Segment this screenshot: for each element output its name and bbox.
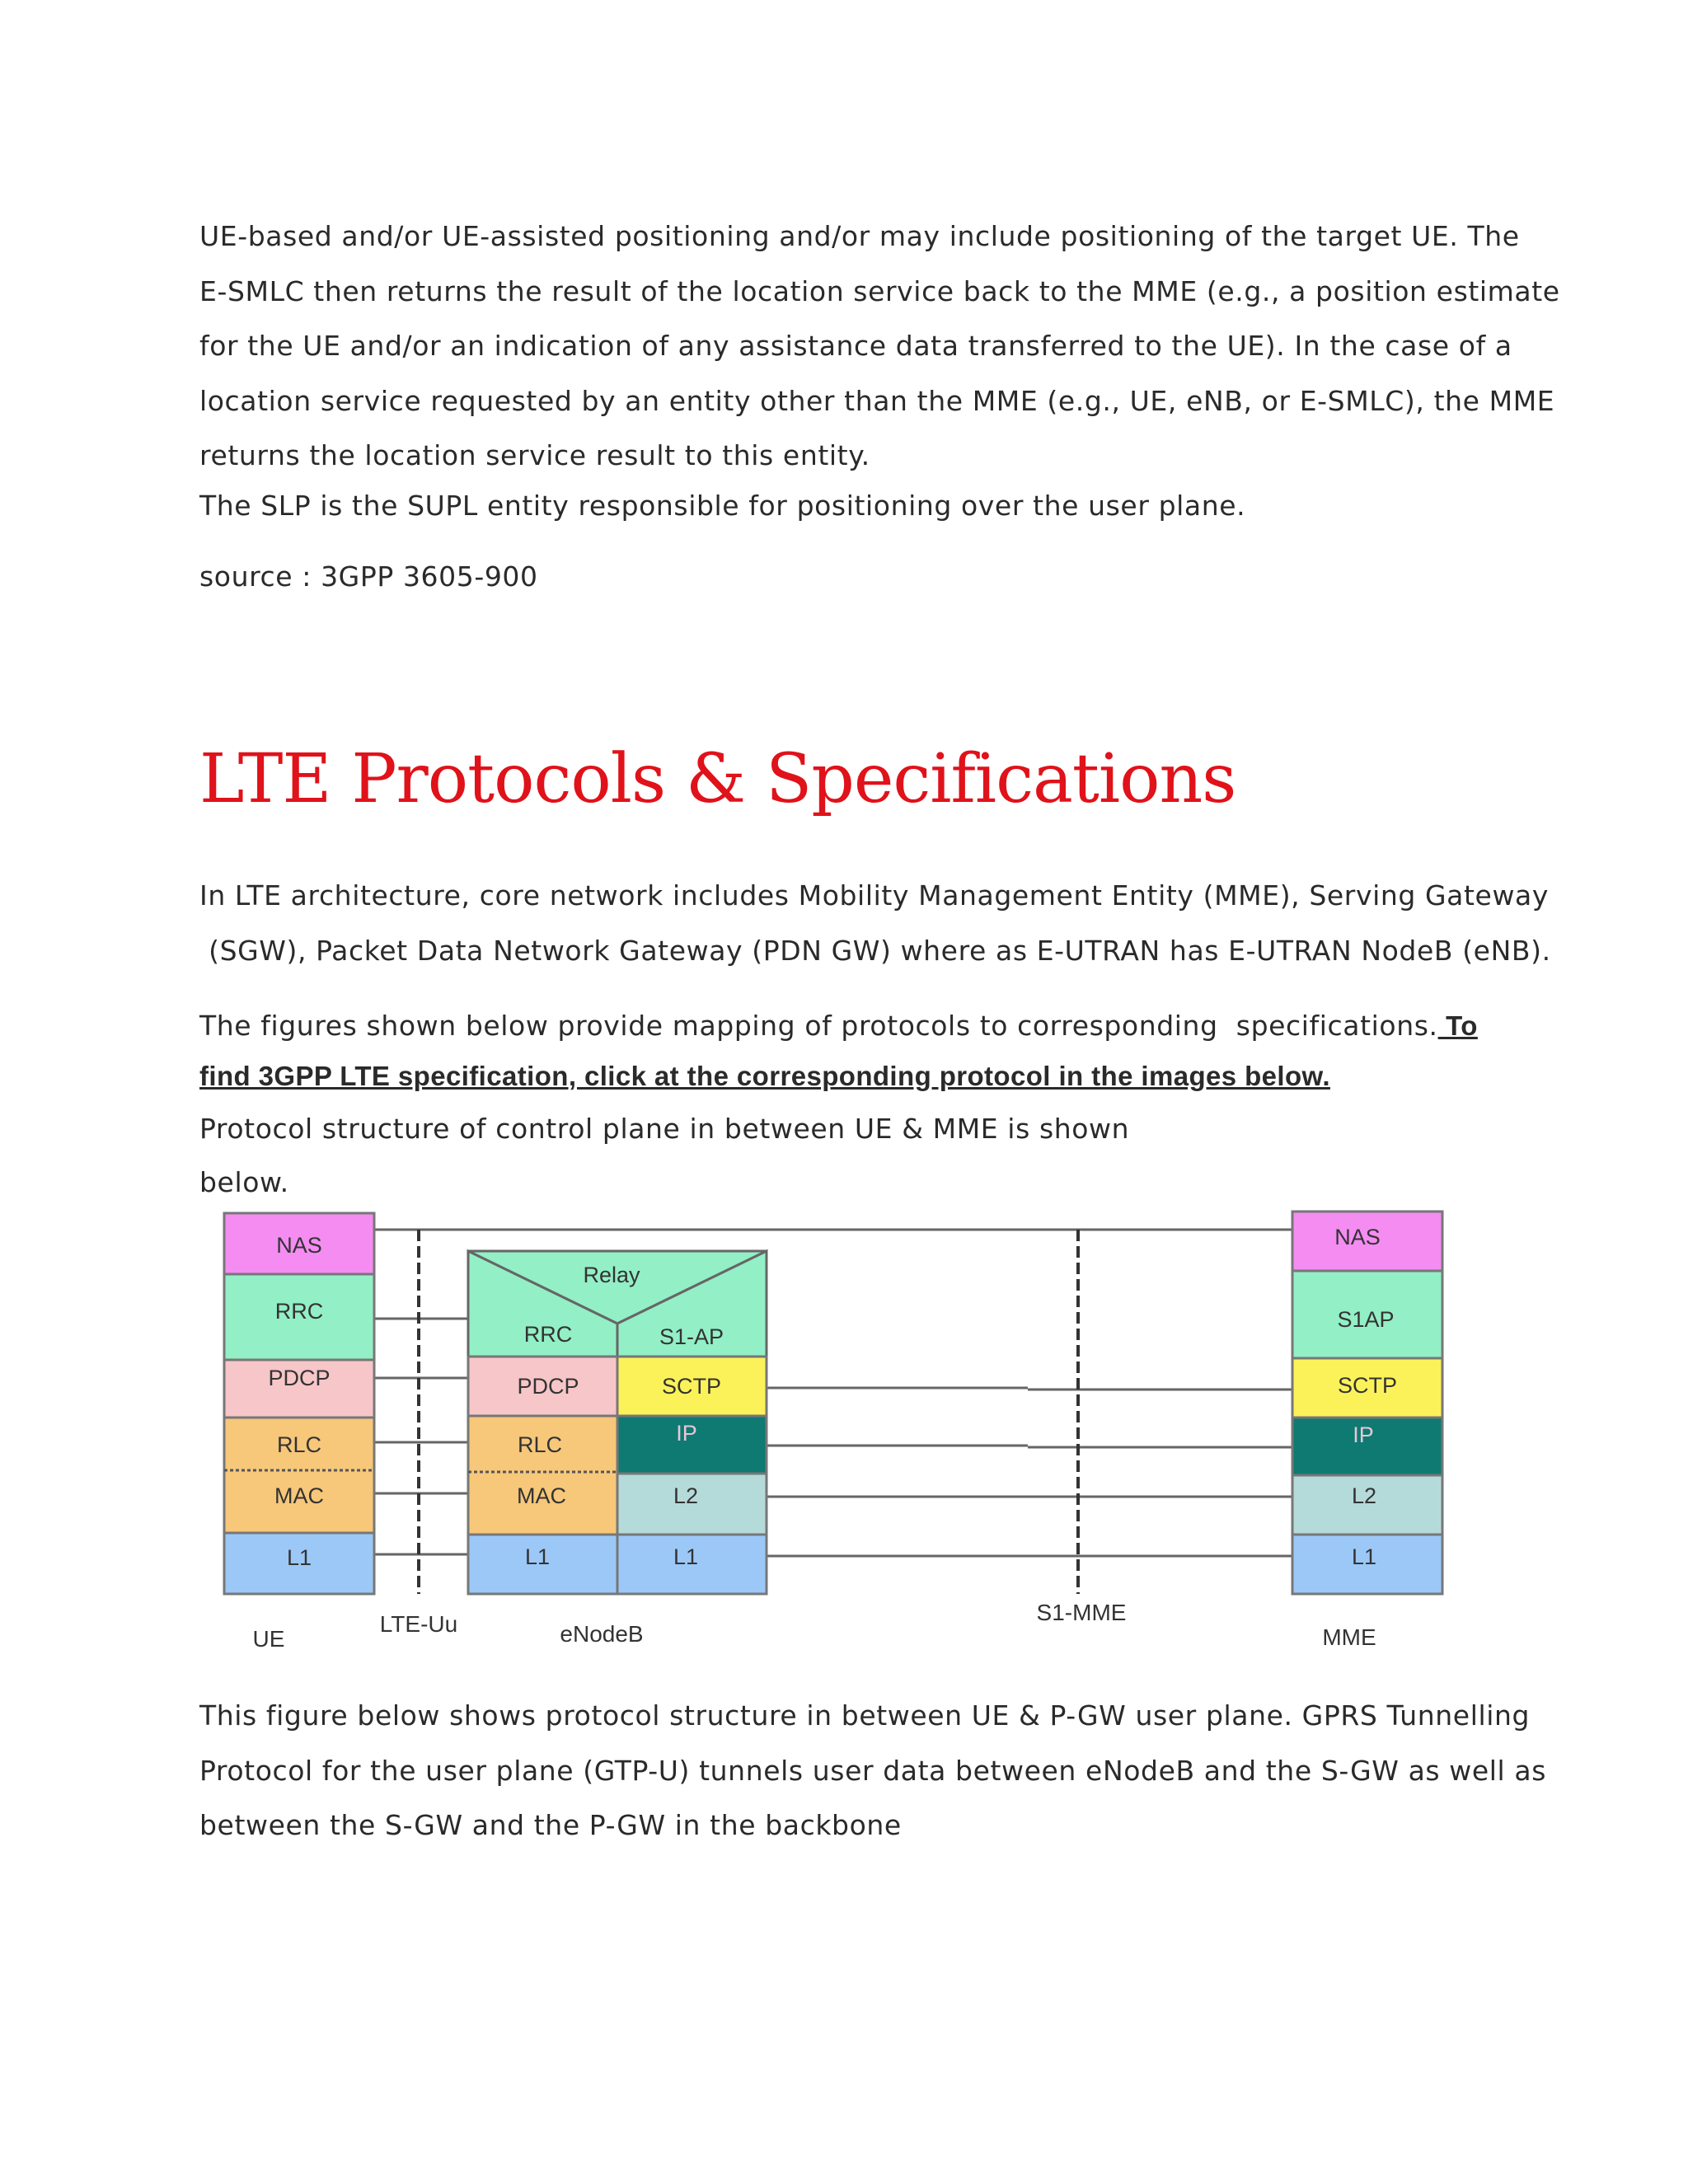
architecture-paragraph xyxy=(199,869,1551,978)
enodeb-stack xyxy=(468,1251,767,1594)
enb-left-label: MAC xyxy=(517,1483,566,1508)
figures-paragraph xyxy=(199,999,1502,1210)
spec-link-start[interactable]: To xyxy=(1437,1010,1478,1041)
intro-line: location service requested by an entity other than the MME (e.g., UE, eNB, or E-SMLC), the MME xyxy=(199,384,1555,417)
lte-uu-caption: LTE-Uu xyxy=(379,1611,458,1637)
mme-layer-label: L1 xyxy=(1351,1544,1377,1569)
mme-layer-label: S1AP xyxy=(1337,1307,1395,1332)
outro-line: Protocol for the user plane (GTP-U) tunnels user data between eNodeB and the S-GW as well as xyxy=(199,1754,1547,1787)
ue-stack xyxy=(224,1213,374,1594)
arch-line: (SGW), Packet Data Network Gateway (PDN GW) where as E-UTRAN has E-UTRAN NodeB (eNB). xyxy=(199,934,1551,967)
intro-line: The SLP is the SUPL entity responsible for positioning over the user plane. xyxy=(199,489,1246,522)
ue-layer-label: PDCP xyxy=(268,1366,331,1390)
enb-left-label: RRC xyxy=(523,1322,573,1347)
enodeb-caption: eNodeB xyxy=(560,1621,644,1647)
protocol-diagram xyxy=(216,1207,1452,1668)
ue-layer-label: RRC xyxy=(274,1299,324,1324)
s1-mme-caption: S1-MME xyxy=(1036,1600,1127,1625)
mme-layer-label: NAS xyxy=(1334,1225,1381,1249)
relay-label: Relay xyxy=(583,1263,640,1287)
outro-line: between the S-GW and the P-GW in the backbone xyxy=(199,1809,902,1841)
ue-caption: UE xyxy=(252,1626,285,1652)
figures-text: The figures shown below provide mapping of protocols to corresponding specifications. xyxy=(199,1010,1438,1042)
mme-layer-label: SCTP xyxy=(1337,1373,1398,1398)
intro-paragraph xyxy=(199,209,1560,533)
intro-line: returns the location service result to this entity. xyxy=(199,439,870,471)
ue-layer-label: L1 xyxy=(286,1545,312,1570)
intro-line: for the UE and/or an indication of any assistance data transferred to the UE). In the case of a xyxy=(199,330,1512,362)
enb-right-label: SCTP xyxy=(661,1374,722,1399)
enb-right-label: L1 xyxy=(673,1544,699,1569)
ue-layer-label: MAC xyxy=(274,1483,324,1508)
spec-link[interactable]: find 3GPP LTE specification, click at the corresponding protocol in the images below. xyxy=(199,1060,1330,1091)
source-note: source : 3GPP 3605-900 xyxy=(199,560,538,593)
section-title: LTE Protocols & Specifications xyxy=(199,740,1236,818)
mme-layer-label: L2 xyxy=(1351,1483,1377,1508)
protocol-diagram-svg xyxy=(216,1207,1452,1668)
enb-right-label: S1-AP xyxy=(659,1324,724,1349)
intro-line: E-SMLC then returns the result of the location service back to the MME (e.g., a position estimate xyxy=(199,274,1560,307)
enb-left-label: PDCP xyxy=(517,1374,579,1399)
ue-layer-label: NAS xyxy=(276,1233,322,1258)
mme-caption: MME xyxy=(1322,1624,1376,1650)
intro-line: UE-based and/or UE-assisted positioning and/or may include positioning of the target UE. The xyxy=(199,220,1520,252)
outro-line: This figure below shows protocol structure in between UE & P-GW user plane. GPRS Tunnelling xyxy=(199,1699,1531,1732)
arch-line: In LTE architecture, core network includes Mobility Management Entity (MME), Serving Gateway xyxy=(199,879,1549,912)
enb-right-label: IP xyxy=(676,1421,697,1446)
mme-stack xyxy=(1292,1212,1442,1594)
control-plane-text-end: below. xyxy=(199,1165,289,1198)
control-plane-text: Protocol structure of control plane in between UE & MME is shown xyxy=(199,1113,1130,1145)
ue-layer-label: RLC xyxy=(276,1432,322,1457)
user-plane-paragraph xyxy=(199,1689,1547,1854)
mme-layer-label: IP xyxy=(1353,1422,1374,1447)
enb-right-label: L2 xyxy=(673,1483,699,1508)
enb-left-label: L1 xyxy=(524,1544,551,1569)
enb-left-label: RLC xyxy=(517,1432,563,1457)
